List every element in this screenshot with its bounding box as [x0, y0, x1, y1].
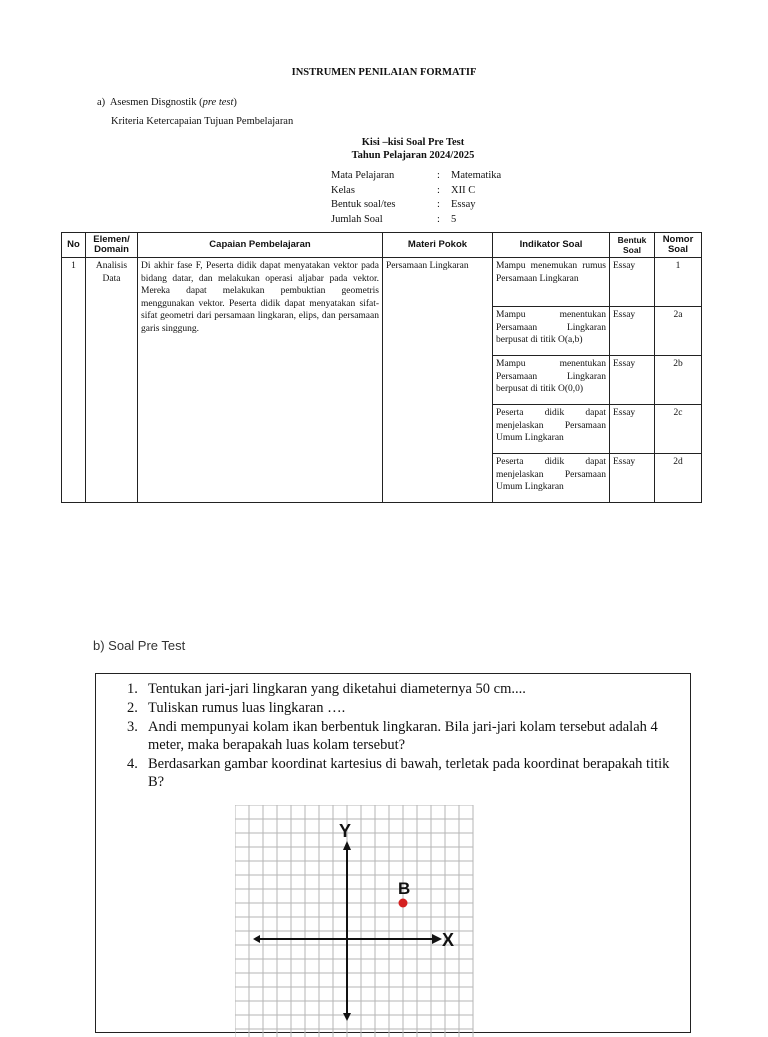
questions-box: [95, 673, 691, 1033]
section-a-close: ): [233, 97, 237, 108]
section-a-marker: a): [97, 97, 106, 108]
cell-bentuk: Essay: [610, 307, 655, 356]
header-elemen: Elemen/ Domain: [86, 233, 138, 258]
header-materi: Materi Pokok: [383, 233, 493, 258]
section-a-heading: [97, 97, 237, 108]
x-axis-left-arrow: [253, 935, 260, 943]
meta-value: Essay: [451, 199, 476, 210]
cell-elemen: Analisis Data: [86, 258, 138, 503]
point-b-marker: [399, 899, 408, 908]
x-axis-arrow: [432, 934, 442, 944]
document-title: INSTRUMEN PENILAIAN FORMATIF: [291, 67, 477, 78]
cell-capaian: Di akhir fase F, Peserta didik dapat menyatakan vektor pada bidang datar, dan melakukan operasi aljabar pada vektor. Mereka dapat melakukan pembuktian geometris menggunakan vektor. Peserta didik dapat menyatakan sifat-sifat geometri dari persamaan lingkaran, elips, dan persamaan garis singgung.: [138, 258, 383, 503]
cell-nomor: 2b: [655, 356, 702, 405]
cell-indikator: Mampu menemukan rumus Persamaan Lingkaran: [493, 258, 610, 307]
meta-label: Mata Pelajaran: [331, 170, 395, 181]
point-b-label: B: [398, 879, 411, 898]
cell-bentuk: Essay: [610, 258, 655, 307]
cell-indikator: Peserta didik dapat menjelaskan Persamaan Umum Lingkaran: [493, 454, 610, 503]
question-item: [127, 755, 682, 791]
meta-row: Kelas : XII C: [331, 185, 501, 200]
cell-no: 1: [62, 258, 86, 503]
meta-label: Bentuk soal/tes: [331, 199, 396, 210]
kriteria-heading: Kriteria Ketercapaian Tujuan Pembelajaran: [111, 116, 294, 127]
question-item: [127, 680, 682, 698]
grid-lines: [235, 805, 473, 1037]
cell-materi: Persamaan Lingkaran: [383, 258, 493, 503]
section-a-text: Asesmen Disgnostik (: [109, 97, 203, 108]
meta-label: Jumlah Soal: [331, 213, 383, 225]
meta-row: Mata Pelajaran : Matematika: [331, 170, 501, 185]
cell-indikator: Mampu menentukan Persamaan Lingkaran berpusat di titik O(0,0): [493, 356, 610, 405]
header-capaian: Capaian Pembelajaran: [138, 233, 383, 258]
kisi-year: Tahun Pelajaran 2024/2025: [351, 150, 475, 161]
header-nomor: Nomor Soal: [655, 233, 702, 258]
meta-value: Matematika: [451, 170, 502, 181]
meta-value: XII C: [451, 184, 476, 196]
cell-bentuk: Essay: [610, 405, 655, 454]
cell-bentuk: Essay: [610, 454, 655, 503]
question-item: [127, 718, 682, 754]
meta-value: 5: [451, 213, 457, 225]
y-axis-label: Y: [339, 821, 352, 841]
meta-row: Bentuk soal/tes : Essay: [331, 199, 501, 214]
kisi-heading: [0, 136, 768, 162]
meta-row: Jumlah Soal : 5: [331, 214, 501, 229]
meta-info: [331, 170, 501, 228]
question-text: Andi mempunyai kolam ikan berbentuk lingkaran. Bila jari-jari kolam tersebut adalah 4 meter, maka berapakah luas kolam tersebut?: [148, 719, 658, 753]
question-number: 4.: [127, 756, 138, 772]
question-text: Tuliskan rumus luas lingkaran ….: [148, 700, 346, 716]
cartesian-grid-figure: [235, 805, 480, 1037]
cell-indikator: Mampu menentukan Persamaan Lingkaran berpusat di titik O(a,b): [493, 307, 610, 356]
cell-nomor: 2a: [655, 307, 702, 356]
cell-nomor: 1: [655, 258, 702, 307]
section-b-heading: b) Soal Pre Test: [93, 638, 186, 653]
question-text: Berdasarkan gambar koordinat kartesius di bawah, terletak pada koordinat berapakah titik B?: [148, 756, 670, 790]
question-item: [127, 699, 682, 717]
cell-bentuk: Essay: [610, 356, 655, 405]
question-text: Tentukan jari-jari lingkaran yang diketahui diameternya 50 cm....: [148, 681, 526, 697]
cell-nomor: 2d: [655, 454, 702, 503]
y-axis-bottom-arrow: [343, 1013, 351, 1021]
question-number: 1.: [127, 681, 138, 697]
question-list: [127, 680, 682, 792]
y-axis-arrow: [343, 841, 351, 850]
cell-indikator: Peserta didik dapat menjelaskan Persamaan Umum Lingkaran: [493, 405, 610, 454]
question-number: 2.: [127, 700, 138, 716]
table-header-row: [62, 233, 702, 258]
section-a-italic: pre test: [202, 97, 234, 108]
kisi-table: [61, 232, 702, 503]
kisi-title: Kisi –kisi Soal Pre Test: [361, 137, 465, 148]
x-axis-label: X: [442, 930, 455, 950]
header-indikator: Indikator Soal: [493, 233, 610, 258]
header-no: No: [62, 233, 86, 258]
cell-nomor: 2c: [655, 405, 702, 454]
table-row: [62, 258, 702, 307]
question-number: 3.: [127, 719, 138, 735]
header-bentuk: Bentuk Soal: [610, 233, 655, 258]
meta-label: Kelas: [331, 184, 355, 196]
